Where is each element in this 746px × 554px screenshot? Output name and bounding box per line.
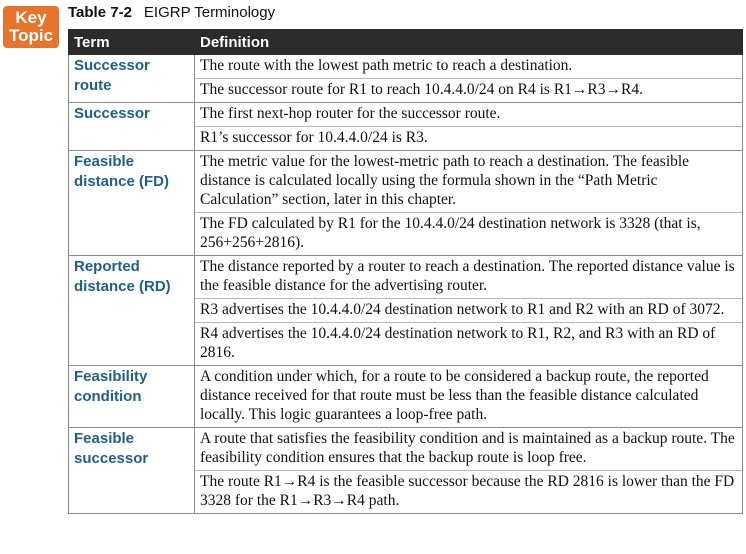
definition-paragraph: The route with the lowest path metric to reach a destination. [200,57,573,74]
table-caption [68,4,275,21]
definition-cell [195,428,743,514]
definition-paragraph: The metric value for the lowest-metric path to reach a destination. The feasible distance is calculated locally using the formula shown in the “Path Metric Calculation” section, later in this chapter. [200,153,690,208]
key-topic-line1: Key [15,8,47,27]
table-row [69,366,743,428]
term-cell: Successor [69,103,195,151]
header-term: Term [69,30,195,55]
definition-paragraph: R4 advertises the 10.4.4.0/24 destination network to R1, R2, and R3 with an RD of 2816. [195,322,742,365]
header-definition: Definition [195,30,743,55]
definition-paragraph: The distance reported by a router to reach a destination. The reported distance value is the feasible distance for the advertising router. [200,258,735,294]
definition-paragraph: The successor route for R1 to reach 10.4.4.0/24 on R4 is R1→R3→R4. [195,78,742,102]
terminology-table [68,29,743,514]
table-row [69,428,743,514]
definition-paragraph: The FD calculated by R1 for the 10.4.4.0/24 destination network is 3328 (that is, 256+256+2816). [195,212,742,255]
definition-paragraph: The route R1→R4 is the feasible successor because the RD 2816 is lower than the FD 3328 for the R1→R3→R4 path. [195,470,742,513]
definition-cell [195,256,743,366]
table-body [69,55,743,514]
table-row [69,256,743,366]
definition-cell [195,151,743,256]
key-topic-line2: Topic [8,26,54,45]
table-number: Table 7-2 [68,4,132,21]
definition-paragraph: A condition under which, for a route to be considered a backup route, the reported distance received for that route must be less than the feasible distance calculated locally. This logic guarantees a loop-free path. [200,368,709,423]
definition-cell [195,103,743,151]
header-row [69,30,743,55]
definition-cell [195,366,743,428]
term-cell: Reported distance (RD) [69,256,195,366]
term-cell: Feasibility condition [69,366,195,428]
definition-paragraph: The first next-hop router for the successor route. [200,105,501,122]
definition-paragraph: R1’s successor for 10.4.4.0/24 is R3. [195,126,742,150]
key-topic-badge [3,6,59,48]
term-cell: Feasible distance (FD) [69,151,195,256]
table-title: EIGRP Terminology [143,4,276,21]
table-row [69,103,743,151]
term-cell: Successor route [69,55,195,103]
table-row [69,55,743,103]
table-row [69,151,743,256]
definition-paragraph: R3 advertises the 10.4.4.0/24 destination network to R1 and R2 with an RD of 3072. [195,298,742,322]
definition-paragraph: A route that satisfies the feasibility condition and is maintained as a backup route. The feasibility condition ensures that the backup route is loop free. [200,430,735,466]
definition-cell [195,55,743,103]
term-cell: Feasible successor [69,428,195,514]
